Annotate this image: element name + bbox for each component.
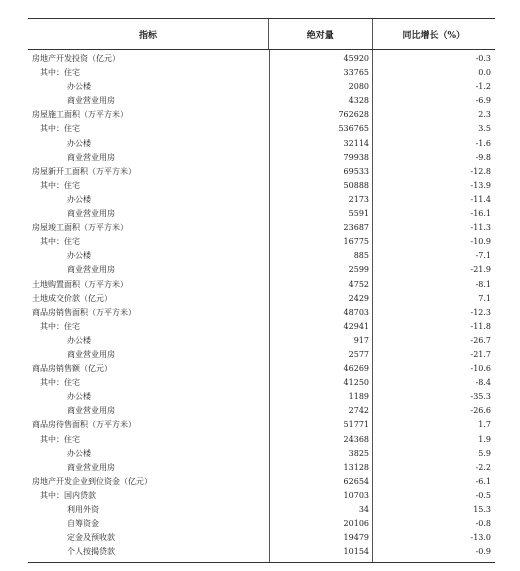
row-indicator-name: 商品房待售面积（万平方米） — [32, 420, 136, 430]
row-absolute-value: 2577 — [348, 349, 369, 359]
table-row — [28, 249, 495, 263]
row-indicator-name: 办公楼 — [67, 335, 91, 345]
row-yoy-growth: 2.3 — [478, 110, 491, 120]
row-indicator-name: 办公楼 — [67, 138, 91, 148]
row-indicator-name: 定金及预收款 — [67, 533, 115, 543]
table-row — [28, 376, 495, 390]
row-yoy-growth: 1.7 — [478, 420, 491, 430]
table-row — [28, 94, 495, 108]
table-row — [28, 278, 495, 292]
row-absolute-value: 46269 — [343, 364, 369, 374]
row-absolute-value: 45920 — [343, 54, 369, 63]
table-row — [28, 531, 495, 545]
row-yoy-growth: 3.5 — [478, 124, 491, 134]
row-indicator-name: 其中：住宅 — [40, 434, 80, 444]
row-absolute-value: 24368 — [343, 434, 369, 444]
row-yoy-growth: 7.1 — [478, 293, 491, 303]
table-row — [28, 193, 495, 207]
row-indicator-name: 商品房销售额（亿元） — [32, 364, 112, 374]
table-row — [28, 334, 495, 348]
row-indicator-name: 土地购置面积（万平方米） — [32, 279, 128, 289]
row-yoy-growth: -0.3 — [475, 54, 491, 63]
row-indicator-name: 办公楼 — [67, 194, 91, 204]
table-row — [28, 461, 495, 475]
row-absolute-value: 2429 — [348, 293, 369, 303]
row-absolute-value: 62654 — [343, 476, 369, 486]
table-row — [28, 263, 495, 277]
row-indicator-name: 商业营业用房 — [67, 406, 115, 416]
row-indicator-name: 商业营业用房 — [67, 152, 115, 162]
row-yoy-growth: -6.9 — [475, 96, 491, 106]
row-absolute-value: 51771 — [343, 420, 369, 430]
row-yoy-growth: -10.6 — [470, 364, 491, 374]
table-row — [28, 52, 495, 66]
row-absolute-value: 4752 — [348, 279, 369, 289]
row-absolute-value: 762628 — [338, 110, 369, 120]
row-indicator-name: 商业营业用房 — [67, 349, 115, 359]
row-indicator-name: 办公楼 — [67, 448, 91, 458]
row-indicator-name: 商业营业用房 — [67, 209, 115, 219]
row-yoy-growth: -21.7 — [470, 349, 491, 359]
row-indicator-name: 办公楼 — [67, 392, 91, 402]
row-indicator-name: 个人按揭贷款 — [67, 547, 115, 557]
row-indicator-name: 办公楼 — [67, 251, 91, 261]
row-indicator-name: 商品房销售面积（万平方米） — [32, 307, 136, 317]
row-yoy-growth: 5.9 — [478, 448, 491, 458]
row-absolute-value: 2080 — [348, 82, 369, 92]
row-yoy-growth: 15.3 — [473, 505, 491, 514]
table-header — [28, 18, 495, 50]
table-row — [28, 348, 495, 362]
row-absolute-value: 1189 — [348, 392, 369, 402]
table-row — [28, 362, 495, 376]
table-row — [28, 179, 495, 193]
table-row — [28, 292, 495, 306]
table-row — [28, 390, 495, 404]
row-yoy-growth: -13.0 — [470, 533, 491, 543]
row-indicator-name: 房地产开发投资（亿元） — [32, 54, 120, 63]
row-yoy-growth: -0.8 — [475, 519, 491, 529]
row-absolute-value: 23687 — [343, 223, 369, 233]
row-absolute-value: 32114 — [343, 138, 369, 148]
row-absolute-value: 20106 — [343, 519, 369, 529]
row-yoy-growth: -11.8 — [470, 321, 491, 331]
row-absolute-value: 10703 — [343, 490, 369, 500]
row-yoy-growth: -26.7 — [470, 335, 491, 345]
row-absolute-value: 69533 — [343, 166, 369, 176]
statistics-table — [28, 18, 495, 563]
row-absolute-value: 885 — [353, 251, 369, 261]
table-row — [28, 80, 495, 94]
table-rows — [28, 50, 495, 559]
row-yoy-growth: -12.3 — [470, 307, 491, 317]
row-absolute-value: 2742 — [348, 406, 369, 416]
row-absolute-value: 34 — [358, 505, 369, 514]
table-row — [28, 165, 495, 179]
row-indicator-name: 其中：国内贷款 — [40, 490, 96, 500]
row-absolute-value: 2599 — [348, 265, 369, 275]
row-indicator-name: 房屋新开工面积（万平方米） — [32, 166, 136, 176]
row-absolute-value: 536765 — [338, 124, 369, 134]
row-yoy-growth: -10.9 — [470, 237, 491, 247]
table-row — [28, 320, 495, 334]
row-absolute-value: 917 — [353, 335, 369, 345]
row-absolute-value: 33765 — [343, 68, 369, 78]
row-yoy-growth: -21.9 — [470, 265, 491, 275]
table-row — [28, 151, 495, 165]
row-indicator-name: 其中：住宅 — [40, 321, 80, 331]
header-indicator: 指标 — [138, 30, 157, 41]
table-row — [28, 235, 495, 249]
row-absolute-value: 3825 — [348, 448, 369, 458]
row-yoy-growth: -0.5 — [475, 490, 491, 500]
table-row — [28, 137, 495, 151]
row-indicator-name: 自筹资金 — [67, 519, 99, 529]
row-yoy-growth: -12.8 — [470, 166, 491, 176]
row-indicator-name: 其中：住宅 — [40, 68, 80, 78]
row-indicator-name: 其中：住宅 — [40, 378, 80, 388]
row-indicator-name: 办公楼 — [67, 82, 91, 92]
row-absolute-value: 41250 — [343, 378, 369, 388]
row-yoy-growth: -16.1 — [470, 209, 491, 219]
table-row — [28, 207, 495, 221]
row-absolute-value: 10154 — [343, 547, 369, 557]
row-yoy-growth: -13.9 — [470, 180, 491, 190]
row-absolute-value: 42941 — [343, 321, 369, 331]
row-absolute-value: 16775 — [343, 237, 369, 247]
row-absolute-value: 19479 — [343, 533, 369, 543]
row-yoy-growth: 1.9 — [478, 434, 491, 444]
row-indicator-name: 商业营业用房 — [67, 96, 115, 106]
header-yoy-growth: 同比增长（%） — [372, 19, 495, 49]
table-row — [28, 404, 495, 418]
row-yoy-growth: -1.2 — [475, 82, 491, 92]
table-row — [28, 545, 495, 559]
row-indicator-name: 土地成交价款（亿元） — [32, 293, 112, 303]
row-absolute-value: 4328 — [348, 96, 369, 106]
table-row — [28, 122, 495, 136]
table-row — [28, 108, 495, 122]
row-absolute-value: 79938 — [343, 152, 369, 162]
row-indicator-name: 商业营业用房 — [67, 265, 115, 275]
row-yoy-growth: -7.1 — [475, 251, 491, 261]
row-absolute-value: 13128 — [343, 462, 369, 472]
row-indicator-name: 利用外资 — [67, 505, 99, 514]
row-yoy-growth: -11.4 — [470, 194, 491, 204]
table-row — [28, 489, 495, 503]
row-yoy-growth: -35.3 — [470, 392, 491, 402]
row-yoy-growth: -1.6 — [475, 138, 491, 148]
row-absolute-value: 5591 — [348, 209, 369, 219]
table-row — [28, 503, 495, 517]
table-row — [28, 306, 495, 320]
row-yoy-growth: -6.1 — [475, 476, 491, 486]
row-indicator-name: 其中：住宅 — [40, 180, 80, 190]
table-row — [28, 221, 495, 235]
row-indicator-name: 其中：住宅 — [40, 237, 80, 247]
table-row — [28, 66, 495, 80]
row-indicator-name: 其中：住宅 — [40, 124, 80, 134]
table-row — [28, 433, 495, 447]
table-body — [28, 50, 495, 563]
table-row — [28, 517, 495, 531]
row-absolute-value: 48703 — [343, 307, 369, 317]
header-absolute-value: 绝对量 — [268, 19, 372, 49]
row-yoy-growth: -0.9 — [475, 547, 491, 557]
row-indicator-name: 房屋竣工面积（万平方米） — [32, 223, 128, 233]
row-yoy-growth: -11.3 — [470, 223, 491, 233]
table-row — [28, 418, 495, 432]
table-row — [28, 447, 495, 461]
row-absolute-value: 50888 — [343, 180, 369, 190]
row-yoy-growth: -26.6 — [470, 406, 491, 416]
table-row — [28, 475, 495, 489]
row-yoy-growth: -8.4 — [475, 378, 491, 388]
row-indicator-name: 房屋施工面积（万平方米） — [32, 110, 128, 120]
row-yoy-growth: 0.0 — [478, 68, 491, 78]
row-absolute-value: 2173 — [348, 194, 369, 204]
row-yoy-growth: -8.1 — [475, 279, 491, 289]
row-yoy-growth: -9.8 — [475, 152, 491, 162]
row-yoy-growth: -2.2 — [475, 462, 491, 472]
row-indicator-name: 房地产开发企业到位资金（亿元） — [32, 476, 152, 486]
row-indicator-name: 商业营业用房 — [67, 462, 115, 472]
